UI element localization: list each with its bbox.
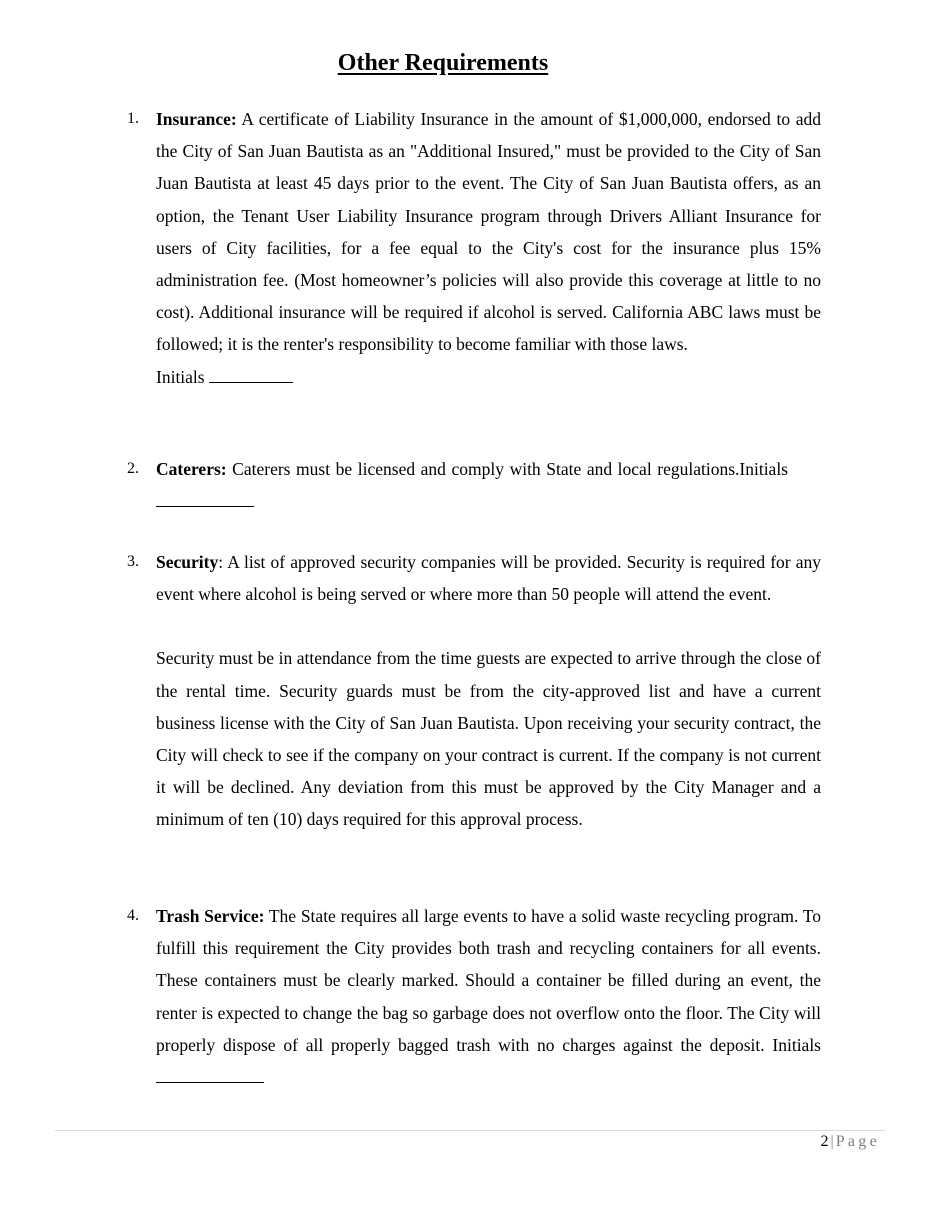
item-body: A certificate of Liability Insurance in the amount of $1,000,000, endorsed to add the City of San Juan Bautista as an "Additional Insured," must be provided to the City of San Juan Bautista at least 45 days prior to the event. The City of San Juan Bautista offers, as an option, the Tenant User Liability Insurance program through Drivers Alliant Insurance for users of City facilities, for a fee equal to the City's cost for the insurance plus 15% administration fee. (Most homeowner’s policies will also provide this coverage at little to no cost). Additional insurance will be required if alcohol is served. California ABC laws must be followed; it is the renter's responsibility to become familiar with those laws. xyxy=(156,109,821,355)
initials-line[interactable] xyxy=(209,363,293,383)
item-label: Trash Service: xyxy=(156,906,265,926)
initials-line[interactable] xyxy=(156,1063,264,1083)
item-body: : A list of approved security companies will be provided. Security is required for any event where alcohol is being served or where more than 50 people will attend the event. xyxy=(156,552,821,605)
item-paragraph-2: Security must be in attendance from the time guests are expected to arrive through the close of the rental time. Security guards must be from the city-approved list and have a current business license with the City of San Juan Bautista. Upon receiving your security contract, the City will check to see if the company on your contract is current. If the company is not current it will be declined. Any deviation from this must be approved by the City Manager and a minimum of ten (10) days required for this approval process. xyxy=(156,648,821,830)
item-number: 2. xyxy=(127,460,139,477)
item-body: Caterers must be licensed and comply with State and local regulations. xyxy=(226,459,740,479)
requirement-item-trash-service xyxy=(127,900,821,1093)
item-body: The State requires all large events to have a solid waste recycling program. To fulfill this requirement the City provides both trash and recycling containers for all events. These containers must be clearly marked. Should a container be filled during an event, the renter is expected to change the bag so garbage does not overflow onto the floor. The City will properly dispose of all properly bagged trash with no charges against the deposit. xyxy=(156,906,821,1055)
page-footer xyxy=(820,1133,880,1151)
item-label: Caterers: xyxy=(156,459,227,479)
page-title: Other Requirements xyxy=(337,50,549,76)
requirement-item-caterers xyxy=(127,453,788,517)
initials-line[interactable] xyxy=(156,487,254,507)
item-number: 4. xyxy=(127,907,139,924)
item-number: 1. xyxy=(127,110,139,127)
item-label: Insurance: xyxy=(156,109,237,129)
initials-label: Initials xyxy=(772,1034,821,1055)
initials-label: Initials xyxy=(156,366,205,387)
requirement-item-insurance xyxy=(127,103,821,393)
item-label: Security xyxy=(156,552,219,572)
page-label: Page xyxy=(835,1133,880,1150)
item-paragraph xyxy=(156,546,821,610)
footer-divider xyxy=(55,1130,885,1131)
page-number: 2 xyxy=(820,1133,829,1150)
item-number: 3. xyxy=(127,553,139,570)
initials-label: Initials xyxy=(739,459,788,479)
item-paragraph xyxy=(156,900,821,1093)
footer-separator: | xyxy=(830,1133,834,1150)
item-paragraph xyxy=(156,103,821,393)
item-paragraph xyxy=(156,453,788,517)
requirement-item-security xyxy=(127,546,821,836)
